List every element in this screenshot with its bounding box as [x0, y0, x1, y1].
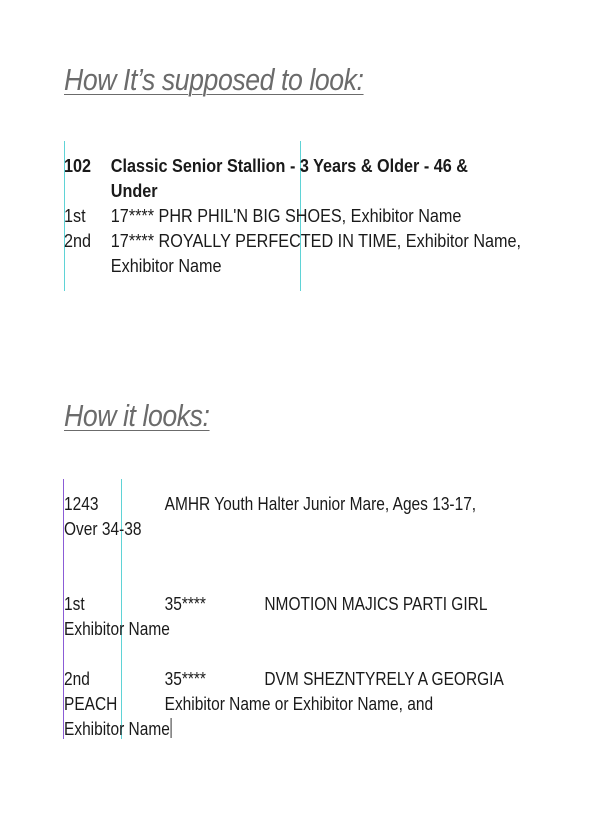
expected-heading: How It’s supposed to look:	[64, 62, 364, 97]
placing-row	[64, 229, 532, 279]
spacer	[64, 642, 477, 667]
class-title-line: Under	[110, 181, 158, 201]
class-title	[111, 154, 532, 204]
class-number: 102	[64, 156, 92, 176]
class-heading-row	[64, 154, 532, 204]
class-title-line: Classic Senior Stallion - 3 Years & Older - 46 &	[110, 156, 468, 176]
class-heading-wrap	[64, 517, 477, 542]
horse-name: DVM SHEZNTYRELY A GEORGIA	[264, 669, 504, 689]
entry-number: 35****	[164, 669, 206, 689]
class-title: AMHR Youth Halter Junior Mare, Ages 13-17,	[164, 494, 477, 514]
placing-rank: 2nd	[64, 231, 92, 251]
exhibitor-names: Exhibitor Name or Exhibitor Name, and	[164, 694, 434, 714]
placing-row	[64, 204, 532, 229]
spacer	[64, 567, 477, 592]
placing-line	[64, 667, 504, 692]
actual-heading: How it looks:	[64, 398, 210, 433]
placing-line: Exhibitor Name	[110, 256, 222, 276]
placing-line	[64, 592, 488, 617]
placing-line: 17**** ROYALLY PERFECTED IN TIME, Exhibitor Name,	[110, 231, 522, 251]
placing-wrap	[64, 617, 477, 642]
horse-name: NMOTION MAJICS PARTI GIRL	[264, 594, 488, 614]
actual-results-block	[64, 492, 544, 742]
spacer	[64, 542, 477, 567]
text-cursor	[171, 718, 172, 738]
placing-wrap	[64, 692, 477, 717]
class-title-wrap: Over 34-38	[64, 519, 142, 539]
expected-results-block	[64, 154, 534, 279]
placing-rank: 2nd	[64, 669, 90, 689]
class-heading-line	[64, 492, 477, 517]
horse-name-wrap: PEACH	[64, 694, 118, 714]
placing-entry: 17**** PHR PHIL'N BIG SHOES, Exhibitor Name	[110, 206, 462, 226]
exhibitor-name-with-cursor	[64, 717, 172, 742]
placing-rank: 1st	[64, 594, 85, 614]
exhibitor-name: Exhibitor Name	[64, 619, 170, 639]
placing-entry	[111, 229, 532, 279]
placing-rank: 1st	[64, 206, 86, 226]
placing-wrap[interactable]	[64, 717, 477, 742]
entry-number: 35****	[164, 594, 206, 614]
class-number: 1243	[64, 494, 99, 514]
exhibitor-name: Exhibitor Name	[64, 719, 170, 739]
